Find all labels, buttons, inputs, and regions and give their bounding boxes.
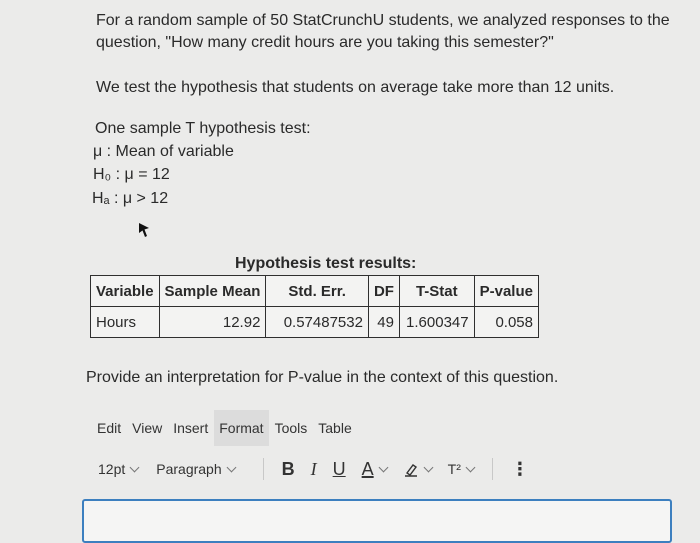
cell-t-stat: 1.600347 [399,307,474,338]
results-title: Hypothesis test results: [235,255,417,272]
chevron-down-icon [378,462,388,472]
editor-menubar [92,410,358,446]
block-format-select[interactable] [156,461,234,477]
mu-definition: μ : Mean of variable [93,143,234,160]
alternative-hypothesis: Hₐ : μ > 12 [92,190,169,207]
superscript-button[interactable] [448,461,474,477]
table-row [91,307,539,338]
chevron-down-icon [130,462,140,472]
results-table [90,275,539,338]
question-text: For a random sample of 50 StatCrunchU students, we analyzed responses to the question, "How many credit hours are you taking this semester?" [96,12,670,51]
chevron-down-icon [226,462,236,472]
cell-p-value: 0.058 [474,307,538,338]
highlighter-icon [403,461,419,477]
header-p-value: P-value [474,276,538,307]
menu-view[interactable]: View [132,420,163,436]
answer-text-area[interactable] [82,499,672,543]
cell-sample-mean: 12.92 [159,307,266,338]
font-size-value: 12pt [98,461,126,477]
chevron-down-icon [465,462,475,472]
toolbar-divider [263,458,264,480]
header-df: DF [368,276,399,307]
header-sample-mean: Sample Mean [159,276,266,307]
mouse-cursor-icon [138,222,150,238]
question-prompt: Provide an interpretation for P-value in the context of this question. [86,369,559,386]
menu-table[interactable]: Table [318,420,352,436]
menu-tools[interactable]: Tools [274,420,308,436]
null-hypothesis: H₀ : μ = 12 [93,166,170,183]
cell-std-err: 0.57487532 [266,307,369,338]
italic-button[interactable]: I [310,458,317,479]
menu-format[interactable]: Format [214,410,268,446]
text-color-icon: A [361,458,374,479]
cell-df: 49 [368,307,399,338]
more-options-button[interactable]: ⋮ [510,458,529,479]
table-header-row [91,276,539,307]
highlight-color-button[interactable] [403,461,432,477]
test-title: One sample T hypothesis test: [95,120,311,137]
header-variable: Variable [91,276,160,307]
text-color-button[interactable] [362,459,387,480]
editor-toolbar [92,454,537,484]
hypothesis-statement: We test the hypothesis that students on average take more than 12 units. [96,79,615,96]
cell-variable: Hours [91,307,160,338]
chevron-down-icon [423,462,433,472]
superscript-icon: T² [447,461,461,477]
toolbar-divider [492,458,493,480]
header-t-stat: T-Stat [399,276,474,307]
underline-button[interactable]: U [332,458,346,479]
menu-insert[interactable]: Insert [173,420,209,436]
font-size-select[interactable] [98,461,138,477]
menu-edit[interactable]: Edit [97,420,122,436]
bold-button[interactable]: B [281,458,295,479]
header-std-err: Std. Err. [266,276,369,307]
block-format-value: Paragraph [156,461,222,477]
